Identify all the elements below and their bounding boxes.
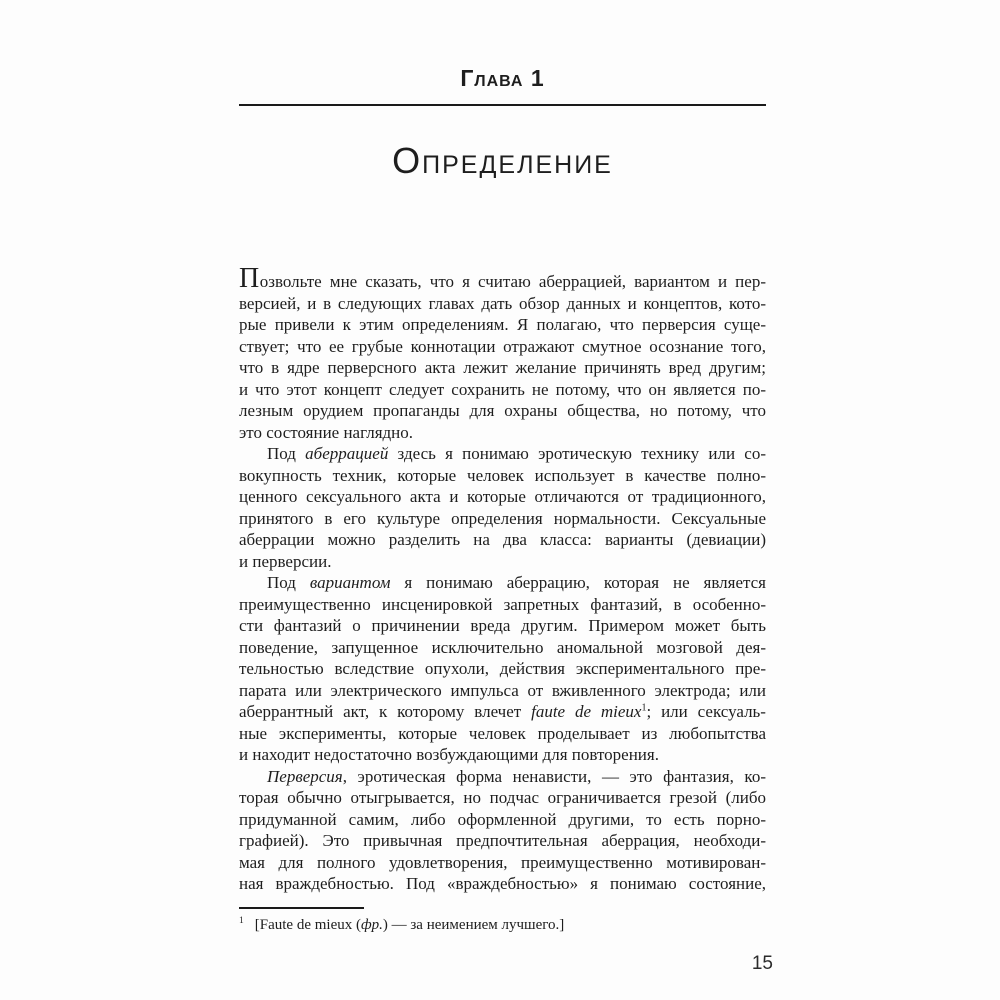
page-title: Определение — [392, 140, 613, 181]
italic-text: faute de mieux — [531, 702, 642, 721]
paragraph — [239, 443, 766, 572]
text-line: что в ядре перверсного акта лежит желание причинять вред другим; — [239, 358, 766, 377]
italic-text: аберрацией — [305, 444, 389, 463]
text-line: и что этот концепт следует сохранить не потому, что он является по- — [239, 379, 766, 399]
text-line: рые привели к этим определениям. Я полагаю, что перверсия суще- — [239, 315, 766, 334]
chapter-heading: Глава 1 — [460, 65, 545, 91]
initial-cap: П — [239, 263, 260, 294]
text-line: принятого в его культуре определения нормальности. Сексуальные — [239, 508, 766, 528]
footnote-ref: 1 — [641, 702, 647, 714]
text-line: торая обычно отыгрывается, но подчас ограничивается грезой (либо — [239, 788, 766, 807]
italic-text: фр. — [360, 917, 383, 933]
paragraph — [239, 766, 766, 895]
text-line: вокупность техник, которые человек использует в качестве полно- — [239, 465, 766, 485]
body-text — [239, 263, 766, 895]
text-line: мая для полного удовлетворения, преимущественно мотивирован- — [239, 852, 766, 872]
italic-text: вариантом — [309, 573, 391, 592]
text-line: аберрантный акт, к которому влечет faute de mieux$^1$; или сексуаль- — [239, 702, 766, 721]
text-line: Позвольте мне сказать, что я считаю аберрацией, вариантом и пер- — [239, 263, 766, 294]
text-line: Перверсия, эротическая форма ненависти, — это фантазия, ко- — [267, 766, 766, 786]
paragraph — [239, 572, 766, 766]
footnote-separator — [239, 907, 364, 909]
text-line: ствует; что ее грубые коннотации отражают смутное осознание того, — [239, 336, 766, 356]
text-line: Под вариантом я понимаю аберрацию, которая не является — [267, 573, 766, 592]
text-line: версией, и в следующих главах дать обзор данных и концептов, кото- — [239, 293, 766, 313]
text-line: и перверсии. — [239, 551, 332, 571]
page-number: 15 — [751, 953, 773, 974]
footnote-text: [Faute de mieux (фр.) — за неимением лучшего.] — [254, 917, 565, 933]
text-line: графией). Это привычная предпочтительная аберрация, необходи- — [239, 831, 766, 850]
text-line: Под аберрацией здесь я понимаю эротическую технику или со- — [267, 444, 766, 463]
text-line: это состояние наглядно. — [239, 422, 414, 442]
text-line: придуманной самим, либо оформленной другими, то есть порно- — [239, 809, 766, 829]
paragraph — [239, 263, 766, 443]
footnote-marker: 1 — [239, 916, 244, 926]
text-line: лезным орудием пропаганды для охраны общества, но потому, что — [239, 401, 766, 420]
text-line: сти фантазий о причинении вреда другим. Примером может быть — [239, 616, 766, 635]
footnote — [239, 916, 766, 935]
italic-text: Перверсия — [267, 766, 343, 786]
text-line: аберрации можно разделить на два класса: варианты (девиации) — [239, 530, 766, 549]
text-line: поведение, запущенное исключительно аномальной мозговой дея- — [239, 637, 766, 657]
text-line: тельностью вследствие опухоли, действия экспериментального пре- — [239, 659, 766, 678]
text-line: и находит недостаточно возбуждающими для повторения. — [239, 745, 659, 764]
heading-rule — [239, 104, 766, 106]
text-line: ная враждебностью. Под «враждебностью» я понимаю состояние, — [239, 874, 766, 893]
text-line: парата или электрического импульса от вживленного электрода; или — [239, 680, 766, 700]
text-line: ные эксперименты, которые человек проделывает из любопытства — [239, 723, 766, 743]
text-line: преимущественно инсценировкой запретных фантазий, в особенно- — [239, 594, 766, 614]
text-line: ценного сексуального акта и которые отличаются от традиционного, — [239, 487, 766, 506]
